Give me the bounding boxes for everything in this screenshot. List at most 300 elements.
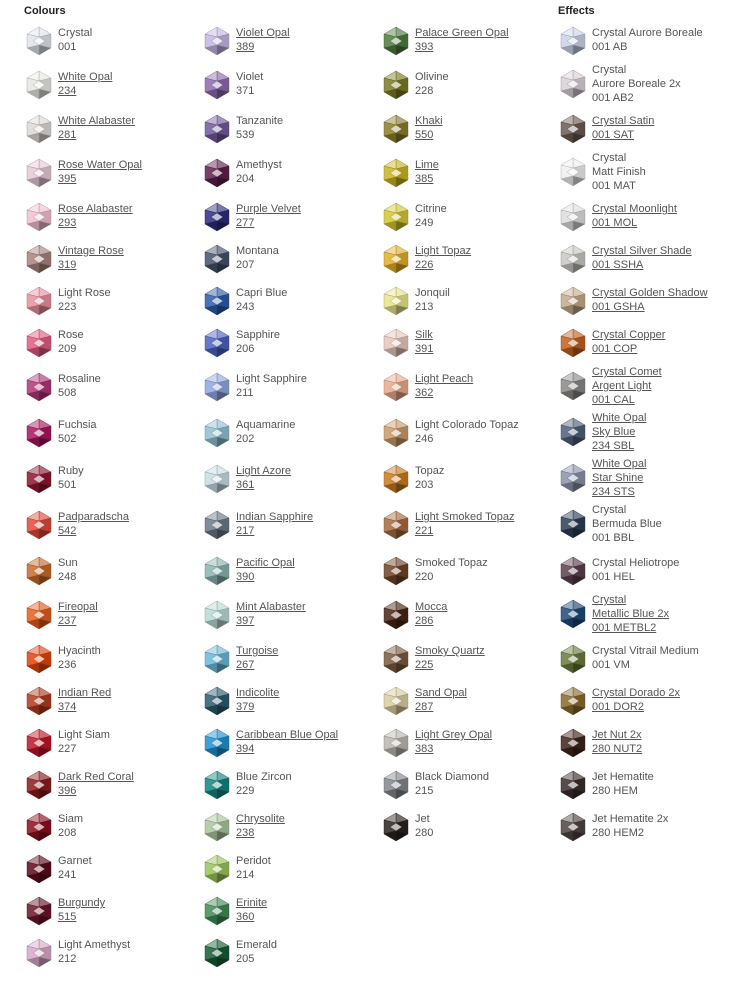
crystal-bead-icon — [558, 26, 588, 56]
color-link[interactable] — [58, 202, 133, 230]
color-code[interactable]: 281 — [58, 129, 77, 141]
color-name: Tanzanite — [236, 115, 284, 127]
crystal-bead-icon — [202, 728, 232, 758]
color-link[interactable] — [58, 114, 135, 142]
color-label — [236, 770, 292, 798]
color-code: 502 — [58, 433, 77, 445]
color-code[interactable]: 383 — [415, 743, 434, 755]
color-name[interactable]: Fireopal — [58, 601, 98, 613]
crystal-bead-icon — [381, 70, 411, 100]
color-name[interactable]: Crystal Comet — [592, 366, 662, 378]
color-label — [415, 286, 450, 314]
color-code: 211 — [236, 387, 254, 399]
color-link[interactable] — [58, 70, 112, 98]
color-name: Crystal — [592, 504, 627, 516]
color-name: Jonquil — [415, 287, 450, 299]
effects-heading: Effects — [558, 5, 595, 17]
color-label — [236, 328, 280, 356]
color-name: Bermuda Blue — [592, 518, 662, 530]
color-code[interactable]: 234 SBL — [592, 440, 635, 452]
color-name[interactable]: Padparadscha — [58, 511, 129, 523]
crystal-bead-icon — [558, 286, 588, 316]
color-code[interactable]: 287 — [415, 701, 434, 713]
color-code: 246 — [415, 433, 434, 445]
color-link[interactable] — [415, 644, 485, 672]
crystal-bead-icon — [558, 328, 588, 358]
color-label — [58, 286, 111, 314]
color-code: 208 — [58, 827, 77, 839]
color-code[interactable]: 379 — [236, 701, 255, 713]
color-code[interactable]: 277 — [236, 217, 255, 229]
color-code[interactable]: 397 — [236, 615, 255, 627]
crystal-bead-icon — [558, 69, 588, 99]
color-name[interactable]: Star Shine — [592, 472, 644, 484]
color-label — [58, 26, 92, 54]
color-code[interactable]: 001 SAT — [592, 129, 634, 141]
color-code: 209 — [58, 343, 77, 355]
color-name[interactable]: Indian Sapphire — [236, 511, 314, 523]
color-code[interactable]: 237 — [58, 615, 77, 627]
color-link[interactable] — [236, 728, 338, 756]
color-name[interactable]: Crystal Satin — [592, 115, 655, 127]
color-label — [58, 644, 101, 672]
crystal-bead-icon — [202, 600, 232, 630]
color-name[interactable]: Burgundy — [58, 897, 106, 909]
crystal-bead-icon — [24, 202, 54, 232]
crystal-bead-icon — [558, 202, 588, 232]
crystal-bead-icon — [381, 158, 411, 188]
color-name[interactable]: Crystal — [592, 594, 627, 606]
crystal-bead-icon — [381, 770, 411, 800]
color-name: Fuchsia — [58, 419, 97, 431]
crystal-bead-icon — [558, 509, 588, 539]
color-code: 227 — [58, 743, 77, 755]
color-name[interactable]: Crystal Silver Shade — [592, 245, 692, 257]
color-code: 248 — [58, 571, 77, 583]
color-link[interactable] — [415, 244, 471, 272]
color-label — [58, 556, 78, 584]
color-label — [415, 70, 449, 98]
color-label — [415, 418, 519, 446]
crystal-bead-icon — [558, 644, 588, 674]
color-name: Peridot — [236, 855, 271, 867]
color-code[interactable]: 396 — [58, 785, 77, 797]
color-link[interactable] — [415, 510, 514, 538]
crystal-bead-icon — [381, 600, 411, 630]
color-code[interactable]: 393 — [415, 41, 434, 53]
color-code: 501 — [58, 479, 77, 491]
color-name[interactable]: Smoky Quartz — [415, 645, 485, 657]
crystal-bead-icon — [24, 686, 54, 716]
crystal-bead-icon — [24, 26, 54, 56]
color-link[interactable] — [592, 457, 646, 499]
color-code: 001 AB — [592, 41, 628, 53]
crystal-bead-icon — [202, 896, 232, 926]
color-link[interactable] — [58, 686, 111, 714]
color-name[interactable]: Crystal Golden Shadow — [592, 287, 708, 299]
color-code[interactable]: 225 — [415, 659, 434, 671]
color-name: Light Siam — [58, 729, 110, 741]
color-name[interactable]: Crystal Moonlight — [592, 203, 677, 215]
color-code[interactable]: 319 — [58, 259, 77, 271]
color-link[interactable] — [415, 158, 439, 186]
crystal-bead-icon — [558, 114, 588, 144]
color-name[interactable]: Light Azore — [236, 465, 292, 477]
color-code: 223 — [58, 301, 77, 313]
color-link[interactable] — [236, 556, 295, 584]
color-code: 241 — [58, 869, 77, 881]
color-name: Sapphire — [236, 329, 281, 341]
crystal-bead-icon — [381, 244, 411, 274]
color-link[interactable] — [236, 510, 313, 538]
crystal-bead-icon — [381, 372, 411, 402]
color-link[interactable] — [592, 686, 680, 714]
crystal-bead-icon — [381, 812, 411, 842]
crystal-bead-icon — [202, 244, 232, 274]
crystal-bead-icon — [381, 114, 411, 144]
color-code: 001 MAT — [592, 180, 636, 192]
color-name[interactable]: Lime — [415, 159, 439, 171]
color-code[interactable]: 390 — [236, 571, 255, 583]
color-link[interactable] — [592, 244, 692, 272]
color-code: 243 — [236, 301, 255, 313]
color-code: 249 — [415, 217, 434, 229]
color-link[interactable] — [415, 686, 467, 714]
crystal-bead-icon — [381, 728, 411, 758]
color-code[interactable]: 280 NUT2 — [592, 743, 643, 755]
color-code[interactable]: 001 MOL — [592, 217, 638, 229]
crystal-bead-icon — [381, 510, 411, 540]
crystal-bead-icon — [24, 854, 54, 884]
crystal-bead-icon — [558, 556, 588, 586]
color-label — [592, 556, 679, 584]
color-code: 205 — [236, 953, 255, 965]
color-link[interactable] — [592, 286, 708, 314]
color-code[interactable]: 226 — [415, 259, 434, 271]
color-link[interactable] — [58, 600, 98, 628]
crystal-bead-icon — [558, 463, 588, 493]
color-label — [58, 418, 97, 446]
crystal-bead-icon — [202, 114, 232, 144]
color-code: 280 HEM2 — [592, 827, 644, 839]
color-code: 228 — [415, 85, 434, 97]
color-code: 213 — [415, 301, 434, 313]
color-code[interactable]: 001 SSHA — [592, 259, 644, 271]
color-code: 280 HEM — [592, 785, 638, 797]
crystal-bead-icon — [558, 417, 588, 447]
color-code: 214 — [236, 869, 255, 881]
crystal-bead-icon — [24, 896, 54, 926]
color-code: 207 — [236, 259, 255, 271]
color-name: Capri Blue — [236, 287, 288, 299]
color-link[interactable] — [58, 770, 134, 798]
color-code[interactable]: 234 STS — [592, 486, 635, 498]
color-name[interactable]: Khaki — [415, 115, 443, 127]
color-name[interactable]: Jet Nut 2x — [592, 729, 642, 741]
color-code: 001 AB2 — [592, 92, 634, 104]
color-code[interactable]: 374 — [58, 701, 77, 713]
crystal-bead-icon — [24, 770, 54, 800]
crystal-bead-icon — [24, 418, 54, 448]
color-link[interactable] — [236, 644, 278, 672]
color-name: Amethyst — [236, 159, 282, 171]
crystal-bead-icon — [381, 202, 411, 232]
color-code: 215 — [415, 785, 434, 797]
crystal-bead-icon — [24, 556, 54, 586]
color-name: Aurore Boreale 2x — [592, 78, 681, 90]
color-name: Crystal — [592, 64, 627, 76]
crystal-bead-icon — [24, 286, 54, 316]
color-code: 508 — [58, 387, 77, 399]
color-code[interactable]: 361 — [236, 479, 255, 491]
color-code[interactable]: 001 COP — [592, 343, 638, 355]
crystal-bead-icon — [202, 26, 232, 56]
crystal-bead-icon — [202, 510, 232, 540]
crystal-bead-icon — [202, 464, 232, 494]
crystal-bead-icon — [381, 556, 411, 586]
color-name: Topaz — [415, 465, 445, 477]
color-name[interactable]: Light Peach — [415, 373, 474, 385]
color-name[interactable]: Mocca — [415, 601, 448, 613]
color-link[interactable] — [58, 510, 129, 538]
color-name[interactable]: Chrysolite — [236, 813, 285, 825]
color-label — [415, 464, 444, 492]
color-name: Violet — [236, 71, 264, 83]
color-code[interactable]: 550 — [415, 129, 434, 141]
color-link[interactable] — [236, 896, 267, 924]
crystal-bead-icon — [202, 770, 232, 800]
color-name[interactable]: Light Grey Opal — [415, 729, 493, 741]
color-link[interactable] — [592, 411, 646, 453]
color-name: Ruby — [58, 465, 84, 477]
color-name: Smoked Topaz — [415, 557, 488, 569]
color-name[interactable]: Rose Water Opal — [58, 159, 142, 171]
color-name[interactable]: Pacific Opal — [236, 557, 295, 569]
color-name: Light Rose — [58, 287, 111, 299]
color-link[interactable] — [58, 158, 142, 186]
color-label — [236, 286, 287, 314]
color-name[interactable]: Rose Alabaster — [58, 203, 133, 215]
color-name: Light Amethyst — [58, 939, 131, 951]
color-label — [415, 202, 447, 230]
color-code[interactable]: 001 GSHA — [592, 301, 645, 313]
crystal-bead-icon — [202, 938, 232, 968]
color-code: 001 VM — [592, 659, 630, 671]
color-label — [58, 728, 110, 756]
color-code[interactable]: 362 — [415, 387, 434, 399]
color-link[interactable] — [592, 593, 669, 635]
crystal-bead-icon — [202, 158, 232, 188]
crystal-bead-icon — [24, 938, 54, 968]
color-link[interactable] — [415, 600, 447, 628]
color-name[interactable]: Crystal Copper — [592, 329, 666, 341]
color-code: 212 — [58, 953, 77, 965]
color-name: Emerald — [236, 939, 277, 951]
color-name[interactable]: White Opal — [592, 458, 647, 470]
color-label — [415, 770, 489, 798]
color-name: Hyacinth — [58, 645, 101, 657]
color-name[interactable]: White Opal — [58, 71, 113, 83]
color-label — [592, 151, 646, 193]
crystal-bead-icon — [381, 418, 411, 448]
color-name[interactable]: Light Smoked Topaz — [415, 511, 515, 523]
color-label — [592, 812, 668, 840]
crystal-bead-icon — [558, 371, 588, 401]
crystal-bead-icon — [202, 372, 232, 402]
color-name[interactable]: Metallic Blue 2x — [592, 608, 670, 620]
color-link[interactable] — [236, 26, 290, 54]
color-name: Crystal — [58, 27, 93, 39]
crystal-bead-icon — [558, 770, 588, 800]
color-label — [58, 464, 84, 492]
crystal-bead-icon — [24, 372, 54, 402]
color-name[interactable]: Turgoise — [236, 645, 279, 657]
color-name: Rosaline — [58, 373, 101, 385]
crystal-bead-icon — [24, 114, 54, 144]
color-name[interactable]: Silk — [415, 329, 433, 341]
color-code: 206 — [236, 343, 255, 355]
color-name: Black Diamond — [415, 771, 489, 783]
color-code: 001 HEL — [592, 571, 635, 583]
crystal-bead-icon — [202, 286, 232, 316]
crystal-bead-icon — [24, 328, 54, 358]
color-name: Montana — [236, 245, 279, 257]
color-link[interactable] — [592, 202, 677, 230]
color-label — [415, 556, 488, 584]
color-link[interactable] — [415, 26, 509, 54]
color-label — [58, 938, 130, 966]
color-link[interactable] — [592, 365, 662, 407]
color-label — [58, 812, 83, 840]
color-code[interactable]: 395 — [58, 173, 77, 185]
color-label — [236, 372, 307, 400]
color-name[interactable]: Indicolite — [236, 687, 280, 699]
crystal-bead-icon — [381, 26, 411, 56]
color-code: 220 — [415, 571, 434, 583]
color-code[interactable]: 234 — [58, 85, 77, 97]
color-name: Citrine — [415, 203, 447, 215]
color-name[interactable]: Vintage Rose — [58, 245, 124, 257]
crystal-bead-icon — [24, 158, 54, 188]
color-code: 001 — [58, 41, 77, 53]
color-label — [236, 244, 279, 272]
color-code[interactable]: 391 — [415, 343, 434, 355]
color-link[interactable] — [236, 600, 306, 628]
color-code[interactable]: 267 — [236, 659, 255, 671]
color-link[interactable] — [236, 686, 279, 714]
crystal-bead-icon — [202, 556, 232, 586]
crystal-bead-icon — [24, 728, 54, 758]
color-label — [236, 158, 282, 186]
color-label — [236, 854, 271, 882]
color-code[interactable]: 286 — [415, 615, 434, 627]
color-code: 229 — [236, 785, 255, 797]
color-code[interactable]: 360 — [236, 911, 255, 923]
color-code[interactable]: 001 DOR2 — [592, 701, 644, 713]
color-code[interactable]: 385 — [415, 173, 434, 185]
color-label — [592, 644, 699, 672]
color-name[interactable]: Light Topaz — [415, 245, 472, 257]
color-name[interactable]: Dark Red Coral — [58, 771, 134, 783]
color-code[interactable]: 394 — [236, 743, 255, 755]
color-name: Crystal Aurore Boreale — [592, 27, 703, 39]
color-link[interactable] — [592, 328, 665, 356]
color-code[interactable]: 221 — [415, 525, 434, 537]
color-label — [236, 938, 277, 966]
color-name[interactable]: White Alabaster — [58, 115, 136, 127]
color-code[interactable]: 515 — [58, 911, 77, 923]
color-code: 202 — [236, 433, 255, 445]
color-name: Garnet — [58, 855, 92, 867]
colours-heading: Colours — [24, 5, 66, 17]
color-link[interactable] — [236, 202, 301, 230]
color-link[interactable] — [415, 728, 492, 756]
color-code[interactable]: 293 — [58, 217, 77, 229]
color-name: Jet — [415, 813, 430, 825]
crystal-bead-icon — [202, 854, 232, 884]
color-name: Blue Zircon — [236, 771, 292, 783]
color-name[interactable]: White Opal — [592, 412, 647, 424]
color-label — [58, 328, 84, 356]
color-name: Light Sapphire — [236, 373, 307, 385]
color-code[interactable]: 542 — [58, 525, 77, 537]
color-name[interactable]: Indian Red — [58, 687, 112, 699]
color-name: Aquamarine — [236, 419, 296, 431]
color-link[interactable] — [415, 328, 433, 356]
color-code[interactable]: 238 — [236, 827, 255, 839]
color-link[interactable] — [415, 114, 443, 142]
color-code[interactable]: 001 CAL — [592, 394, 635, 406]
color-name[interactable]: Argent Light — [592, 380, 652, 392]
color-label — [415, 812, 433, 840]
color-name[interactable]: Crystal Dorado 2x — [592, 687, 681, 699]
color-name: Crystal Vitrail Medium — [592, 645, 699, 657]
color-name: Matt Finish — [592, 166, 646, 178]
color-name: Olivine — [415, 71, 449, 83]
color-link[interactable] — [58, 896, 105, 924]
color-name: Crystal Heliotrope — [592, 557, 680, 569]
crystal-bead-icon — [558, 157, 588, 187]
color-name[interactable]: Erinite — [236, 897, 268, 909]
crystal-bead-icon — [24, 600, 54, 630]
crystal-bead-icon — [24, 244, 54, 274]
crystal-bead-icon — [558, 812, 588, 842]
color-label — [236, 70, 263, 98]
color-name[interactable]: Caribbean Blue Opal — [236, 729, 339, 741]
color-code[interactable]: 217 — [236, 525, 255, 537]
color-name[interactable]: Sky Blue — [592, 426, 636, 438]
color-code: 236 — [58, 659, 77, 671]
color-link[interactable] — [592, 114, 654, 142]
color-name[interactable]: Purple Velvet — [236, 203, 301, 215]
color-name[interactable]: Sand Opal — [415, 687, 467, 699]
color-code[interactable]: 001 METBL2 — [592, 622, 657, 634]
color-name[interactable]: Violet Opal — [236, 27, 290, 39]
color-link[interactable] — [592, 728, 642, 756]
color-link[interactable] — [415, 372, 473, 400]
color-name[interactable]: Mint Alabaster — [236, 601, 306, 613]
color-link[interactable] — [58, 244, 124, 272]
crystal-bead-icon — [202, 644, 232, 674]
color-name: Jet Hematite — [592, 771, 654, 783]
color-code[interactable]: 389 — [236, 41, 255, 53]
color-label — [592, 770, 654, 798]
color-code: 203 — [415, 479, 434, 491]
color-link[interactable] — [236, 464, 291, 492]
color-link[interactable] — [236, 812, 285, 840]
crystal-bead-icon — [202, 70, 232, 100]
color-name[interactable]: Palace Green Opal — [415, 27, 509, 39]
